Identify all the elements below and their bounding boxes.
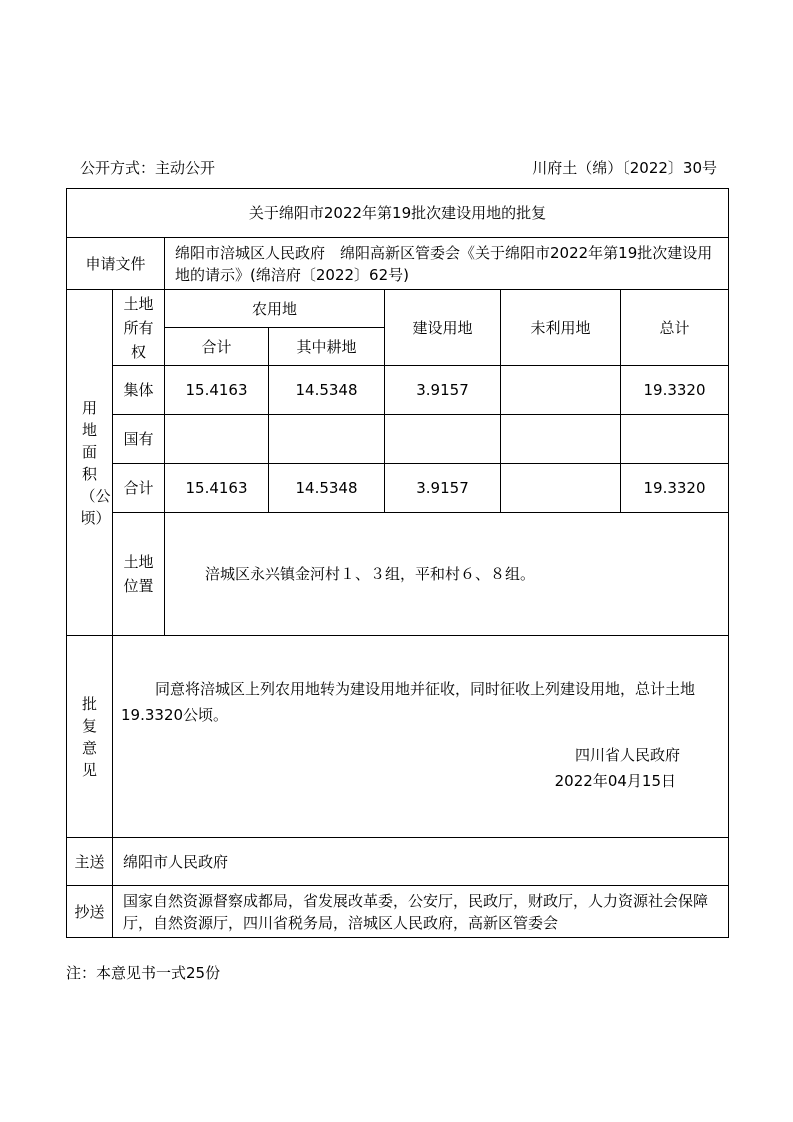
unused-value xyxy=(501,464,621,513)
agri-total-label: 合计 xyxy=(165,328,269,366)
area-section-label: 用地面积（公顷） xyxy=(67,290,113,636)
row-name: 合计 xyxy=(113,464,165,513)
location-label: 土地位置 xyxy=(113,513,165,636)
total-value: 19.3320 xyxy=(621,464,729,513)
issue-date: 2022年04月15日 xyxy=(554,772,676,790)
ownership-label: 土地所有权 xyxy=(113,290,165,366)
request-text: 绵阳市涪城区人民政府 绵阳高新区管委会《关于绵阳市2022年第19批次建设用地的请示》(绵涪府〔2022〕62号) xyxy=(165,238,729,290)
arable-value xyxy=(269,415,385,464)
document-number: 川府土（绵）〔2022〕30号 xyxy=(532,159,717,177)
opinion-text: 同意将涪城区上列农用地转为建设用地并征收，同时征收上列建设用地，总计土地19.3320公顷。 xyxy=(121,680,696,724)
issuing-authority: 四川省人民政府 xyxy=(574,746,680,764)
copy-label: 抄送 xyxy=(67,886,113,938)
footnote: 注：本意见书一式25份 xyxy=(66,964,221,982)
construction-value: 3.9157 xyxy=(385,366,501,415)
agri-total-value: 15.4163 xyxy=(165,366,269,415)
agri-total-value xyxy=(165,415,269,464)
row-name: 集体 xyxy=(113,366,165,415)
row-name: 国有 xyxy=(113,415,165,464)
disclosure-mode: 公开方式：主动公开 xyxy=(80,159,216,177)
arable-value: 14.5348 xyxy=(269,464,385,513)
total-value: 19.3320 xyxy=(621,366,729,415)
request-label: 申请文件 xyxy=(67,238,165,290)
send-label: 主送 xyxy=(67,838,113,886)
construction-value: 3.9157 xyxy=(385,464,501,513)
arable-label: 其中耕地 xyxy=(269,328,385,366)
table-row xyxy=(67,366,729,415)
unused-label: 未利用地 xyxy=(501,290,621,366)
location-text: 涪城区永兴镇金河村１、３组，平和村６、８组。 xyxy=(165,513,729,636)
construction-value xyxy=(385,415,501,464)
unused-value xyxy=(501,366,621,415)
approval-table xyxy=(66,188,729,938)
copy-text: 国家自然资源督察成都局，省发展改革委，公安厅，民政厅，财政厅，人力资源社会保障厅，自然资源厅，四川省税务局，涪城区人民政府，高新区管委会 xyxy=(113,886,729,938)
agri-total-value: 15.4163 xyxy=(165,464,269,513)
construction-label: 建设用地 xyxy=(385,290,501,366)
total-value xyxy=(621,415,729,464)
document-title: 关于绵阳市2022年第19批次建设用地的批复 xyxy=(67,189,729,238)
table-row xyxy=(67,464,729,513)
opinion-body xyxy=(113,636,729,838)
total-label: 总计 xyxy=(621,290,729,366)
arable-value: 14.5348 xyxy=(269,366,385,415)
opinion-label: 批复意见 xyxy=(67,636,113,838)
unused-value xyxy=(501,415,621,464)
table-row xyxy=(67,415,729,464)
agri-label: 农用地 xyxy=(165,290,385,328)
send-text: 绵阳市人民政府 xyxy=(113,838,729,886)
